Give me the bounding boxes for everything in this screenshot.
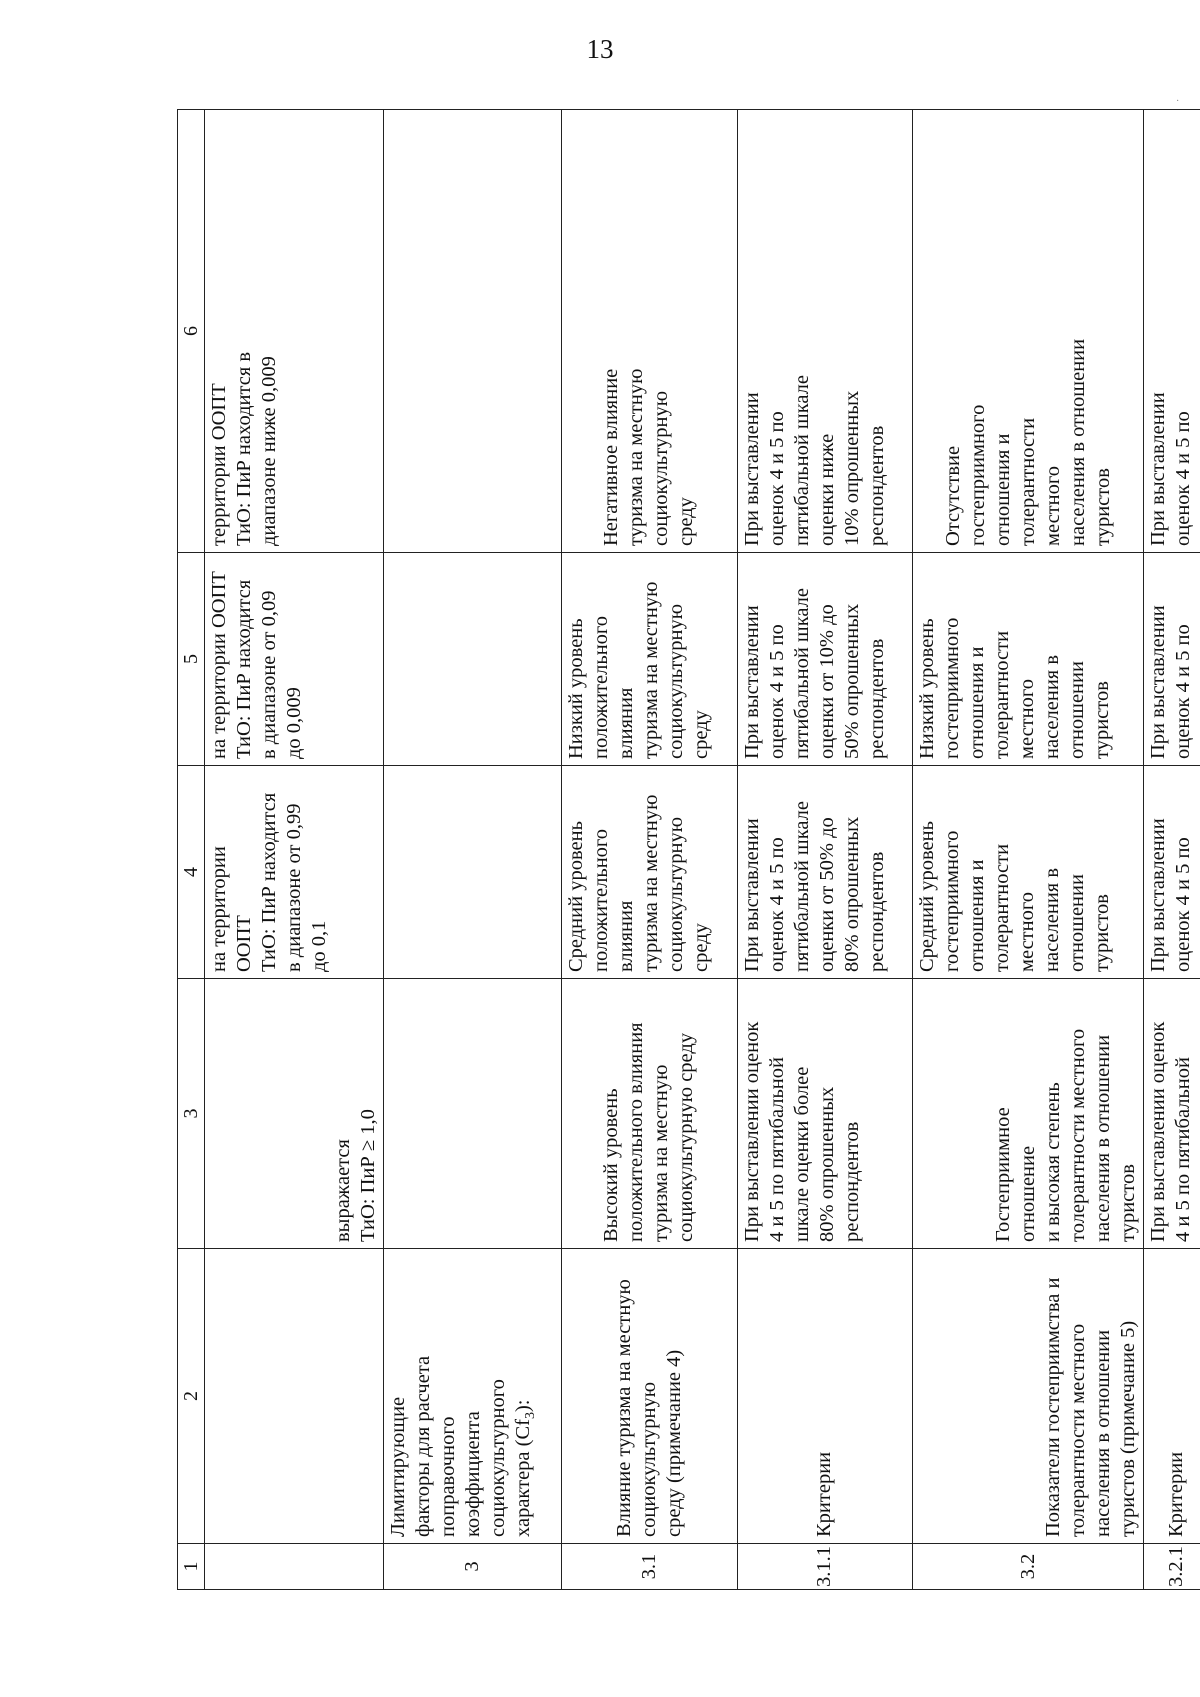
cell-col-3	[912, 979, 1144, 1249]
cell-line: пятибальной шкале	[790, 801, 813, 972]
cell-line: оценки от 10% до	[815, 604, 838, 759]
cell-line: Средний уровень	[565, 821, 588, 972]
cell-col-5	[562, 553, 737, 766]
cell-line: местного	[1015, 891, 1038, 972]
cell-col-6	[205, 110, 384, 553]
cell-col-3	[205, 979, 384, 1249]
row-name	[205, 1249, 384, 1544]
cell-col-5	[383, 553, 562, 766]
cell-line: оценки от 50% до	[815, 817, 838, 972]
cell-line: толерантности	[1016, 417, 1039, 546]
cell-col-4	[1144, 766, 1200, 979]
cell-line: 4 и 5 по пятибальной	[1172, 1056, 1195, 1242]
cell-line: на территории	[208, 846, 230, 972]
page-number: 13	[586, 34, 614, 64]
cell-line: При выставлении	[1147, 818, 1170, 972]
header-col-2: 2	[178, 1249, 205, 1544]
cell-line: пятибальной шкале	[790, 375, 813, 546]
cell-col-4	[912, 766, 1144, 979]
cell-line: 80% опрошенных	[840, 816, 863, 972]
cell-col-6	[912, 110, 1144, 553]
table-row	[205, 110, 384, 1590]
cell-line: Отсутствие	[941, 445, 964, 546]
row-number: 3.2.1	[1144, 1544, 1200, 1590]
cell-line: Влияние туризма на местную	[612, 1279, 635, 1537]
cell-line: Критерии	[813, 1451, 836, 1537]
cell-line: местного	[1015, 678, 1038, 759]
cell-col-6	[1144, 110, 1200, 553]
cell-line: При выставлении оценок	[740, 1021, 763, 1242]
cell-line: влияния	[615, 900, 638, 972]
cell-line: При выставлении	[1147, 605, 1170, 759]
cell-line: ООПТ	[233, 915, 255, 972]
cell-col-6	[737, 110, 912, 553]
cell-line: социокультурную среду	[675, 1032, 698, 1242]
rotated-table-container	[177, 110, 1200, 1590]
cell-line: населения в отношении	[1066, 338, 1089, 546]
cell-line: оценок 4 и 5 по	[1172, 624, 1195, 759]
cell-line: При выставлении	[740, 392, 763, 546]
cell-col-5	[205, 553, 384, 766]
row-name	[383, 1249, 562, 1544]
cell-text: ):	[511, 1399, 534, 1413]
cell-line: ТиО: ПиР ≥ 1,0	[356, 1109, 379, 1242]
header-col-1: 1	[178, 1544, 205, 1590]
cell-line: респондентов	[840, 1121, 863, 1242]
cell-line: оценок 4 и 5 по	[765, 624, 788, 759]
cell-line: толерантности местного	[1067, 1323, 1090, 1537]
header-col-5: 5	[178, 553, 205, 766]
cell-line: отношения и	[991, 433, 1014, 546]
cell-line: отношении	[1065, 874, 1088, 972]
cell-col-6	[383, 110, 562, 553]
cell-line: При выставлении	[740, 605, 763, 759]
cell-col-5	[737, 553, 912, 766]
cell-line: Лимитирующие	[386, 1396, 409, 1537]
cell-line: Низкий уровень	[565, 618, 588, 759]
cell-line: диапазоне ниже 0,009	[258, 356, 280, 546]
cell-line: в диапазоне от 0,09	[258, 590, 280, 759]
cell-line: оценки ниже	[815, 433, 838, 546]
cell-line: среду (примечание 4)	[662, 1349, 685, 1537]
cell-line: населения в отношении	[1092, 1034, 1115, 1242]
row-name	[1144, 1249, 1200, 1544]
cell-line: толерантности	[990, 630, 1013, 759]
cell-line: в диапазоне от 0,99	[283, 803, 305, 972]
header-row	[178, 110, 205, 1590]
cell-line: Низкий уровень	[915, 618, 938, 759]
row-number: 3.1.1	[737, 1544, 912, 1590]
header-col-3: 3	[178, 979, 205, 1249]
cell-line: местного	[1041, 465, 1064, 546]
cell-col-4	[205, 766, 384, 979]
cell-line: оценок 4 и 5 по	[1172, 837, 1195, 972]
cell-line: положительного	[590, 615, 613, 759]
cell-line: туристов	[1091, 468, 1114, 546]
row-name	[562, 1249, 737, 1544]
cell-line: туристов	[1090, 681, 1113, 759]
cell-line: 10% опрошенных	[840, 390, 863, 546]
cell-line: ТиО: ПиР находится	[233, 579, 255, 759]
cell-line: 80% опрошенных	[815, 1086, 838, 1242]
cell-line: отношение	[1017, 1145, 1040, 1242]
cell-line: населения в отношении	[1092, 1329, 1115, 1537]
cell-line: шкале оценки более	[790, 1066, 813, 1242]
cell-line: толерантности	[990, 843, 1013, 972]
cell-line: пятибальной шкале	[790, 588, 813, 759]
cell-line: оценок 4 и 5 по	[765, 837, 788, 972]
cell-line: населения в	[1040, 867, 1063, 972]
cell-line	[511, 1255, 539, 1537]
cell-line: выражается	[331, 1139, 354, 1242]
table-row	[1144, 110, 1200, 1590]
cell-line: гостеприимного	[940, 830, 963, 972]
cell-line: среду	[690, 710, 713, 759]
header-col-4: 4	[178, 766, 205, 979]
margin-mark: ·	[1176, 96, 1180, 107]
cell-col-3	[562, 979, 737, 1249]
cell-line: При выставлении	[1147, 392, 1170, 546]
cell-line: туристов (примечание 5)	[1117, 1320, 1140, 1537]
cell-line: гостеприимного	[940, 617, 963, 759]
cell-line: туристов	[1090, 894, 1113, 972]
cell-col-3	[1144, 979, 1200, 1249]
cell-line: туризма на местную	[625, 368, 648, 546]
cell-line: среду	[675, 497, 698, 546]
cell-line: респондентов	[865, 425, 888, 546]
cell-line: Средний уровень	[915, 821, 938, 972]
cell-line: территории ООПТ	[208, 383, 230, 546]
cell-line: отношения и	[965, 646, 988, 759]
cell-line: социокультурную	[650, 390, 673, 546]
cell-line: Негативное влияние	[600, 368, 623, 546]
cell-line: положительного	[590, 828, 613, 972]
subscript: 3	[522, 1412, 538, 1420]
cell-line: респондентов	[865, 851, 888, 972]
cell-col-5	[1144, 553, 1200, 766]
cell-col-3	[383, 979, 562, 1249]
cell-line: оценок 4 и 5 по	[1172, 411, 1195, 546]
cell-line: При выставлении оценок	[1147, 1021, 1170, 1242]
cell-line: до 0,1	[308, 920, 330, 972]
cell-line: социокультурную	[637, 1381, 660, 1537]
cell-line: коэффициента	[461, 1411, 484, 1537]
cell-line: туризма на местную	[640, 794, 663, 972]
cell-line: поправочного	[436, 1416, 459, 1537]
cell-line: гостеприимного	[966, 404, 989, 546]
cell-line: Высокий уровень	[600, 1088, 623, 1242]
cell-line: Гостеприимное	[992, 1107, 1015, 1242]
header-col-6: 6	[178, 110, 205, 553]
cell-text: характера (Cf	[511, 1419, 534, 1537]
row-name	[912, 1249, 1144, 1544]
row-number: 3.2	[912, 1544, 1144, 1590]
cell-col-3	[737, 979, 912, 1249]
cell-line: 50% опрошенных	[840, 603, 863, 759]
table-row	[383, 110, 562, 1590]
row-number: 3.1	[562, 1544, 737, 1590]
cell-col-4	[737, 766, 912, 979]
row-number: 3	[383, 1544, 562, 1590]
cell-line: ТиО: ПиР находится	[258, 792, 280, 972]
cell-line: социокультурную	[665, 603, 688, 759]
cell-line: положительного влияния	[625, 1022, 648, 1242]
cell-line: При выставлении	[740, 818, 763, 972]
cell-line: туристов	[1117, 1164, 1140, 1242]
cell-line: 4 и 5 по пятибальной	[765, 1056, 788, 1242]
cell-line: толерантности местного	[1067, 1028, 1090, 1242]
cell-col-6	[562, 110, 737, 553]
cell-line: на территории ООПТ	[208, 571, 230, 759]
cell-line: отношении	[1065, 661, 1088, 759]
cell-line: Критерии	[1165, 1451, 1188, 1537]
cell-line: ТиО: ПиР находится в	[233, 351, 255, 546]
cell-line: оценок 4 и 5 по	[765, 411, 788, 546]
cell-line: туризма на местную	[640, 581, 663, 759]
cell-col-4	[383, 766, 562, 979]
cell-line: социокультурного	[486, 1379, 509, 1537]
table-row	[912, 110, 1144, 1590]
cell-col-4	[562, 766, 737, 979]
cell-line: социокультурную	[665, 816, 688, 972]
cell-line: факторы для расчета	[411, 1355, 434, 1537]
table-row	[562, 110, 737, 1590]
cell-line: отношения и	[965, 859, 988, 972]
cell-line: Показатели гостеприимства и	[1042, 1277, 1065, 1537]
row-name	[737, 1249, 912, 1544]
cell-col-5	[912, 553, 1144, 766]
table-row	[737, 110, 912, 1590]
cell-line: туризма на местную	[650, 1064, 673, 1242]
cell-line: и высокая степень	[1042, 1082, 1065, 1242]
cell-line: населения в	[1040, 654, 1063, 759]
cell-line: среду	[690, 923, 713, 972]
criteria-table	[177, 109, 1200, 1590]
row-number	[205, 1544, 384, 1590]
cell-line: до 0,009	[283, 687, 305, 759]
cell-line: влияния	[615, 687, 638, 759]
cell-line: респондентов	[865, 638, 888, 759]
